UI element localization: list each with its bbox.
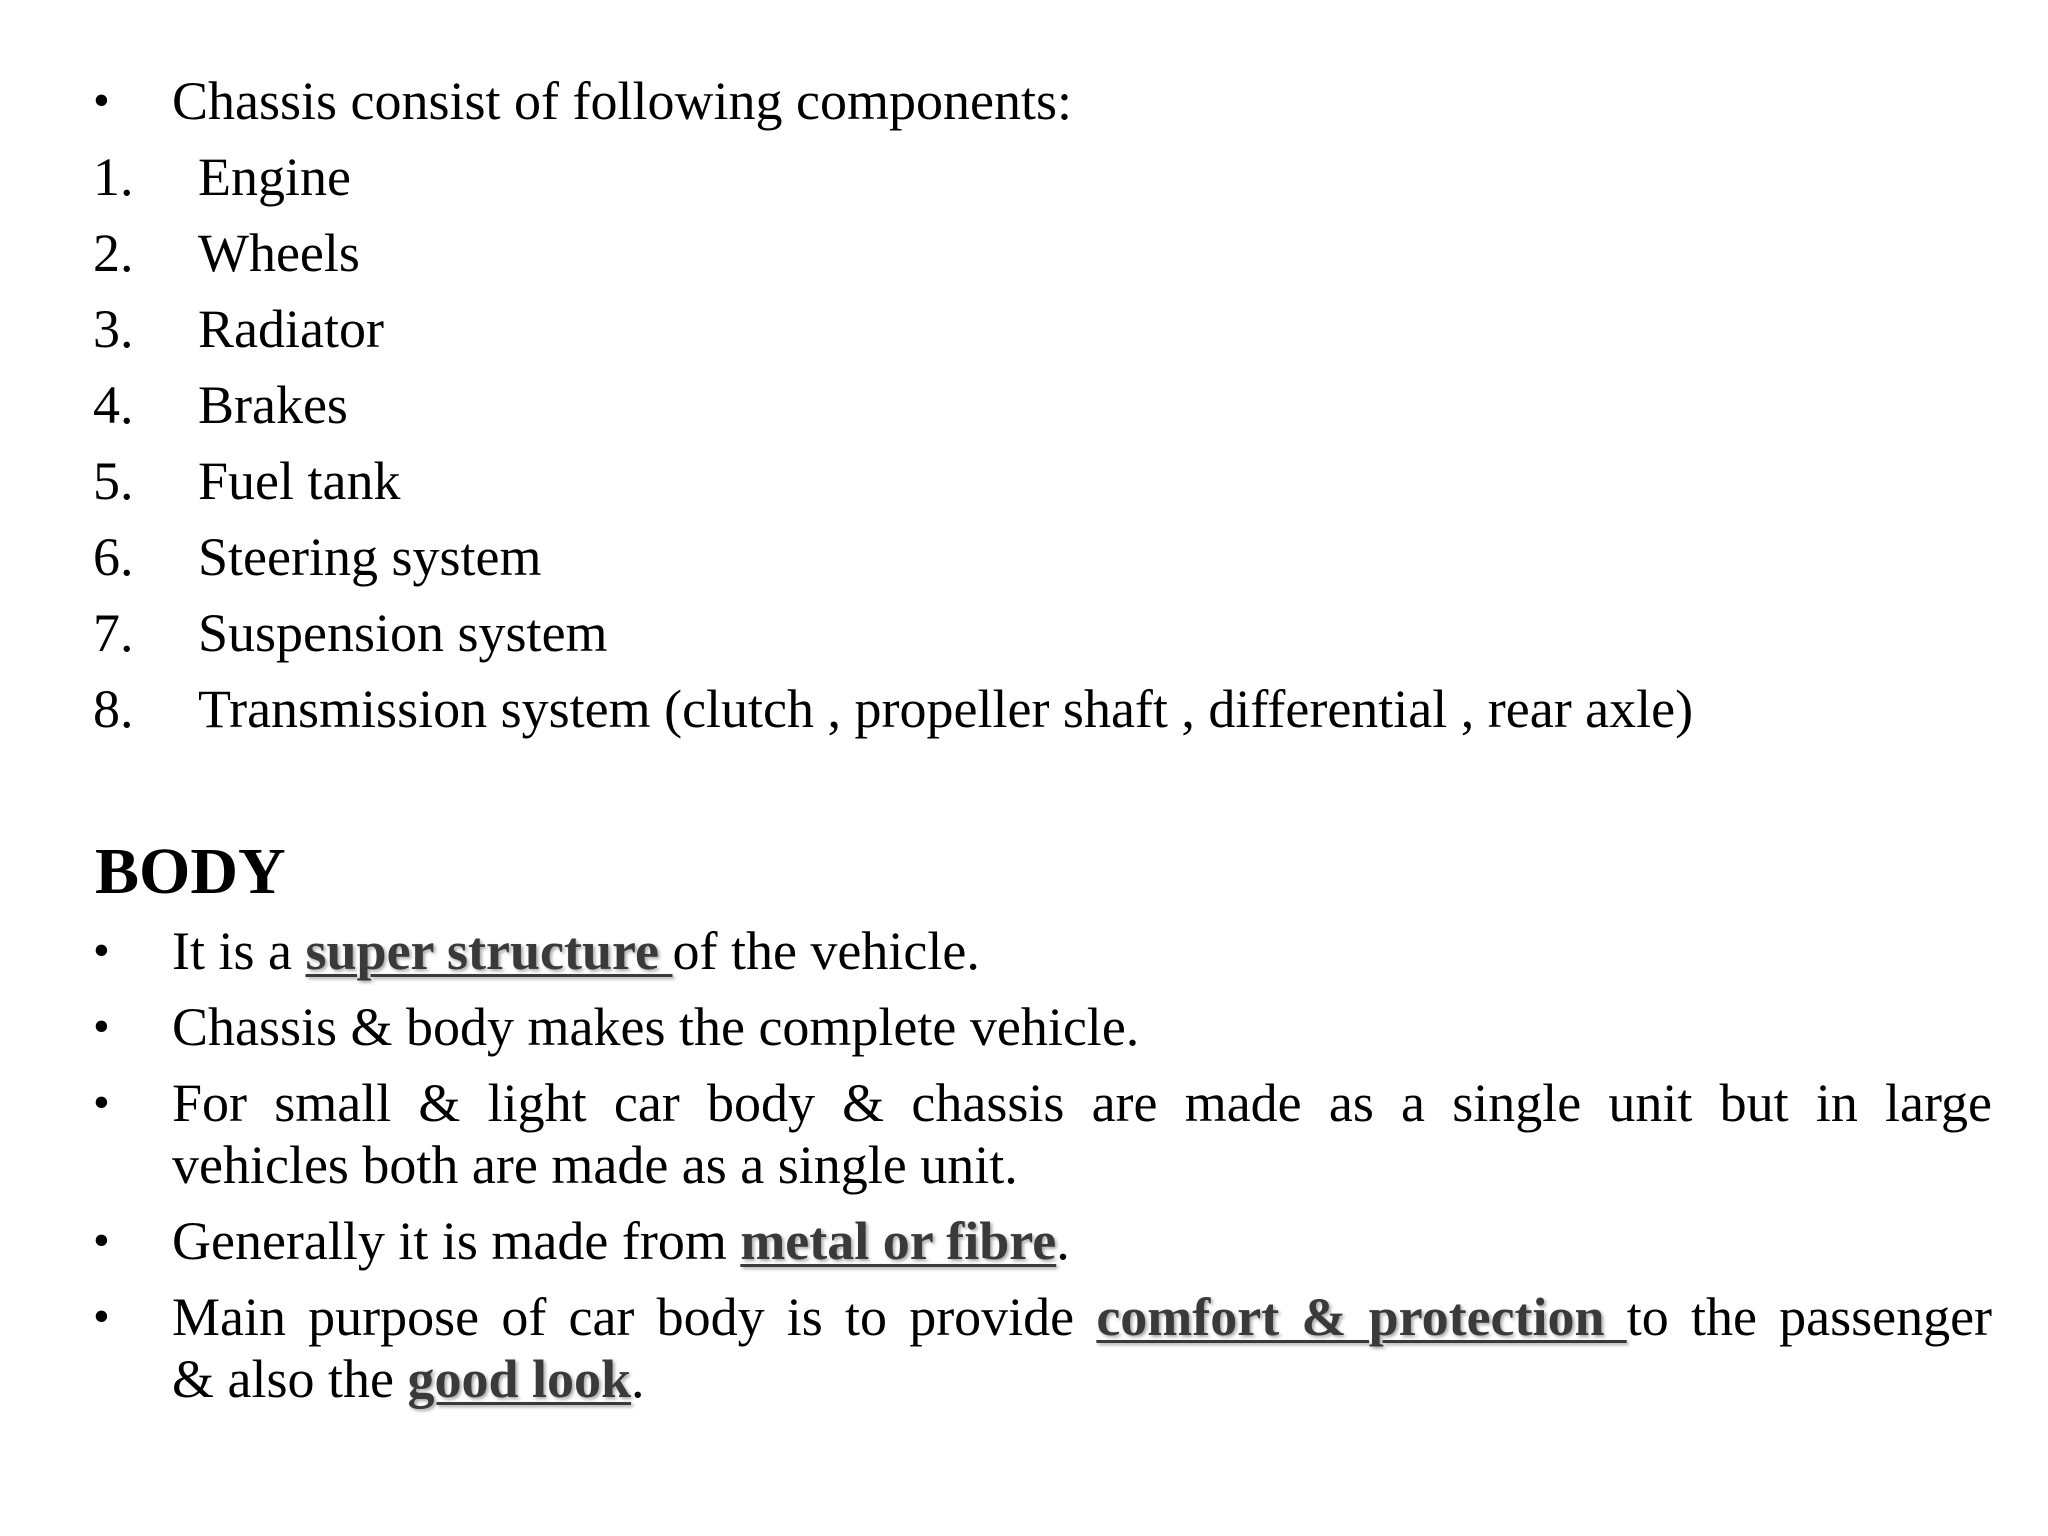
intro-text: Chassis consist of following components: [172, 71, 1072, 131]
bullet-marker: • [93, 1214, 110, 1267]
text-run: . [631, 1349, 645, 1409]
list-item: Suspension system [198, 603, 608, 663]
list-item: Wheels [198, 223, 360, 283]
text-run: of the vehicle. [672, 921, 980, 981]
list-item: Transmission system (clutch , propeller shaft , differential , rear axle) [198, 679, 1694, 739]
body-point-3-line-1: For small & light car body & chassis are made as a single unit but in large [172, 1073, 1992, 1133]
list-item: Steering system [198, 527, 542, 587]
list-number: 4. [93, 375, 134, 435]
list-number: 7. [93, 603, 134, 663]
list-number: 6. [93, 527, 134, 587]
body-point-5-line-1 [172, 1286, 1992, 1348]
text-run: & also the [172, 1349, 408, 1409]
emphasis-text: comfort & protection [1096, 1287, 1627, 1347]
text-run: Generally it is made from [172, 1211, 741, 1271]
list-item: Engine [198, 147, 351, 207]
body-point-4 [172, 1210, 1070, 1272]
list-item: Fuel tank [198, 451, 401, 511]
text-run: Main purpose of car body is to provide [172, 1287, 1097, 1347]
list-number: 2. [93, 223, 134, 283]
emphasis-text: super structure [305, 921, 673, 981]
bullet-marker: • [93, 1000, 110, 1053]
bullet-marker: • [93, 1076, 110, 1129]
list-number: 3. [93, 299, 134, 359]
section-heading-body: BODY [95, 835, 286, 908]
list-number: 8. [93, 679, 134, 739]
body-point-1 [172, 920, 980, 982]
list-item: Radiator [198, 299, 384, 359]
list-item: Brakes [198, 375, 348, 435]
emphasis-text: good look [407, 1349, 632, 1409]
list-number: 1. [93, 147, 134, 207]
list-number: 5. [93, 451, 134, 511]
body-point-5-line-2 [172, 1348, 645, 1410]
body-point-2: Chassis & body makes the complete vehicle. [172, 997, 1140, 1057]
text-run: . [1056, 1211, 1070, 1271]
body-point-3-line-2: vehicles both are made as a single unit. [172, 1135, 1018, 1195]
emphasis-text: metal or fibre [740, 1211, 1057, 1271]
text-run: It is a [172, 921, 306, 981]
bullet-marker: • [93, 1290, 110, 1343]
bullet-marker: • [93, 74, 110, 127]
bullet-marker: • [93, 924, 110, 977]
text-run: to the passenger [1626, 1287, 1993, 1347]
